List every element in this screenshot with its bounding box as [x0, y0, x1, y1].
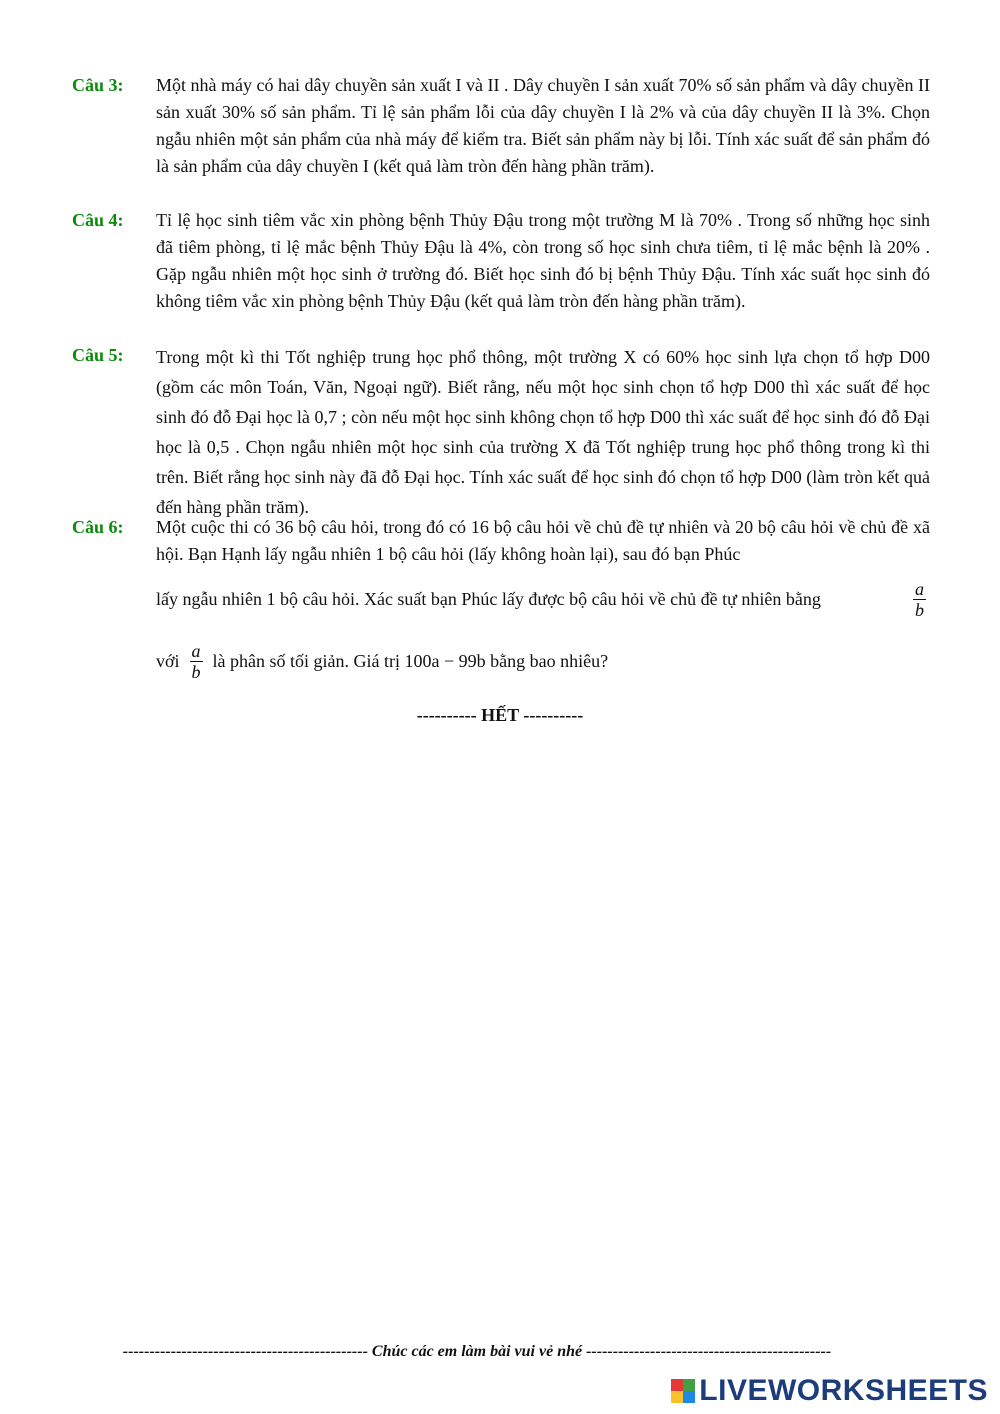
question-paragraph: Trong một kì thi Tốt nghiệp trung học phổ thông, một trường X có 60% học sinh lựa chọn tổ hợp D00 (gồm các môn Toán, Văn, Ngoại ngữ). Biết rằng, nếu một học sinh chọn tổ hợp D00 thì xác suất để học sinh đó đỗ Đại học là 0,7 ; còn nếu một học sinh không chọn tổ hợp D00 thì xác suất để học sinh đó đỗ Đại học là 0,5 . Chọn ngẫu nhiên một học sinh của trường X đã Tốt nghiệp trung học phổ thông trong kì thi trên. Biết rằng học sinh này đã đỗ Đại học. Tính xác suất để học sinh đó chọn tổ hợp D00 (làm tròn kết quả đến hàng phần trăm). [156, 347, 930, 517]
question-paragraph: lấy ngẫu nhiên 1 bộ câu hỏi. Xác suất bạn Phúc lấy được bộ câu hỏi về chủ đề tự nhiên bằng [156, 588, 821, 609]
question-label: Câu 4: [72, 210, 124, 230]
question-paragraph: với [156, 650, 180, 671]
liveworksheets-logo [671, 1374, 988, 1408]
question-text [156, 72, 930, 180]
fraction-line [156, 630, 930, 692]
question-label: Câu 3: [72, 75, 124, 95]
fraction-a-over-b [913, 579, 926, 620]
question-4 [72, 207, 930, 315]
end-marker: ---------- HẾT ---------- [416, 705, 584, 725]
liveworksheets-logo-icon [671, 1379, 695, 1403]
fraction-a-over-b [190, 641, 203, 682]
question-paragraph: là phân số tối giản. Giá trị 100a − 99b bằng bao nhiêu? [212, 650, 609, 671]
question-text [156, 342, 930, 522]
question-text [156, 514, 930, 692]
fraction-line [156, 568, 930, 630]
question-paragraph: Tỉ lệ học sinh tiêm vắc xin phòng bệnh Thủy Đậu trong một trường M là 70% . Trong số những học sinh đã tiêm phòng, tỉ lệ mắc bệnh Thủy Đậu là 4%, còn trong số học sinh chưa tiêm, tỉ lệ mắc bệnh là 20% . Gặp ngẫu nhiên một học sinh ở trường đó. Biết học sinh đó bị bệnh Thủy Đậu. Tính xác suất học sinh đó không tiêm vắc xin phòng bệnh Thủy Đậu (kết quả làm tròn đến hàng phần trăm). [156, 210, 930, 311]
footer-note: ---------------------------------------------- Chúc các em làm bài vui vẻ nhé ---------------------------------------------- [122, 1343, 832, 1360]
fraction-numerator: a [915, 578, 924, 599]
question-6 [72, 514, 930, 692]
fraction-numerator: a [191, 640, 201, 661]
question-label: Câu 5: [72, 345, 124, 365]
fraction-denominator: b [191, 661, 201, 682]
fraction-denominator: b [915, 599, 924, 620]
question-paragraph: Một nhà máy có hai dây chuyền sản xuất I và II . Dây chuyền I sản xuất 70% số sản phẩm và dây chuyền II sản xuất 30% số sản phẩm. Tỉ lệ sản phẩm lỗi của dây chuyền I là 2% và của dây chuyền II là 3%. Chọn ngẫu nhiên một sản phẩm của nhà máy để kiểm tra. Biết sản phẩm này bị lỗi. Tính xác suất để sản phẩm đó là sản phẩm của dây chuyền I (kết quả làm tròn đến hàng phần trăm). [156, 75, 930, 176]
question-5 [72, 342, 930, 522]
question-3 [72, 72, 930, 180]
question-label: Câu 6: [72, 517, 124, 537]
question-text [156, 207, 930, 315]
brand-name: LIVEWORKSHEETS [699, 1374, 988, 1407]
question-paragraph: Một cuộc thi có 36 bộ câu hỏi, trong đó có 16 bộ câu hỏi về chủ đề tự nhiên và 20 bộ câu hỏi về chủ đề xã hội. Bạn Hạnh lấy ngẫu nhiên 1 bộ câu hỏi (lấy không hoàn lại), sau đó bạn Phúc [156, 517, 930, 564]
